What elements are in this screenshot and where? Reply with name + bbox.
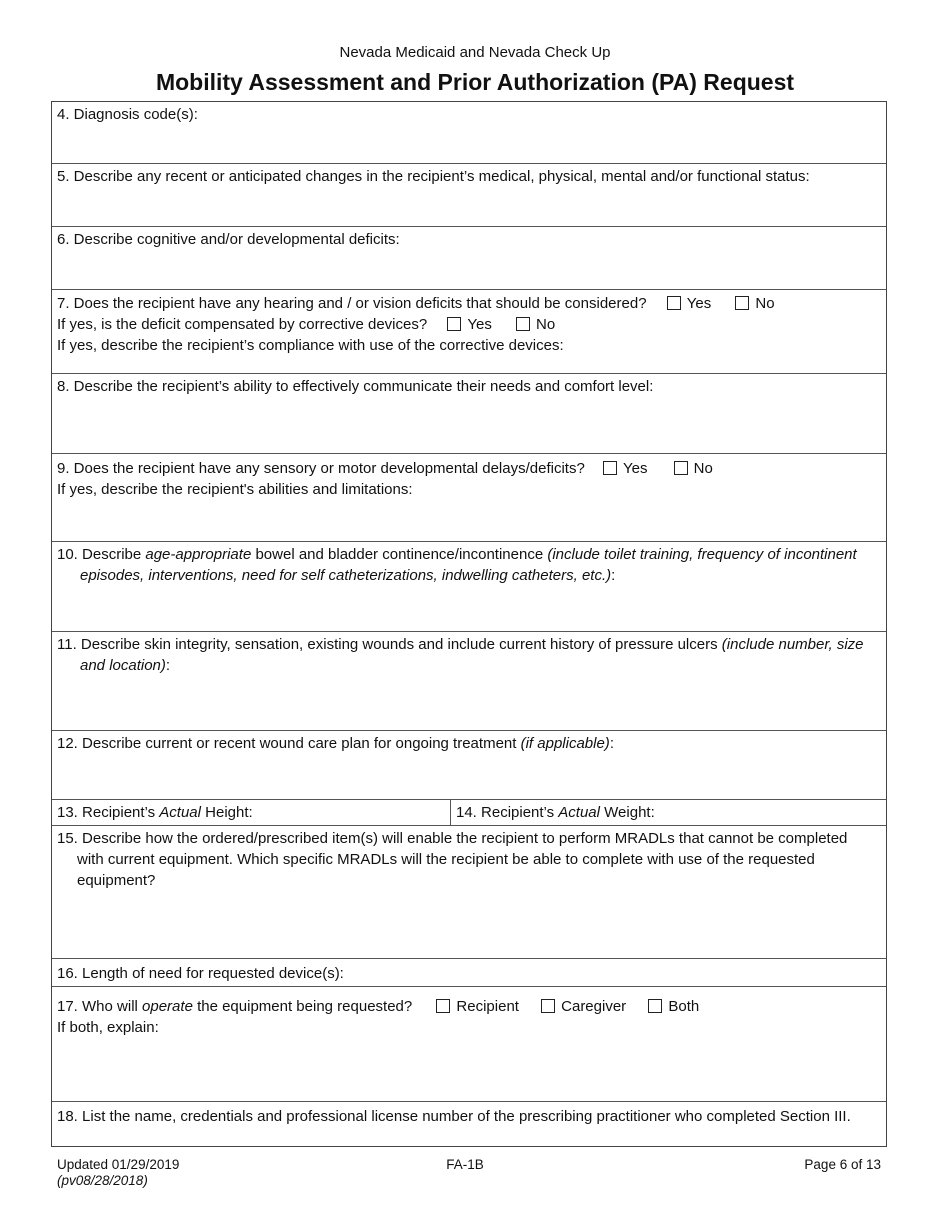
q5-status-changes-field[interactable] — [52, 164, 886, 227]
q7-yes-label: Yes — [686, 295, 712, 312]
q17-caregiver-label: Caregiver — [561, 998, 627, 1015]
q10-prefix: 10. Describe — [57, 546, 146, 563]
q11-skin-integrity-field[interactable] — [52, 632, 886, 731]
q10-mid: bowel and bladder continence/incontinence — [251, 546, 548, 563]
page-title: Mobility Assessment and Prior Authorization (PA) Request — [155, 69, 795, 95]
q17-emphasis: operate — [142, 998, 193, 1015]
footer-pv: (pv08/28/2018) — [57, 1173, 148, 1188]
q8-label: 8. Describe the recipient’s ability to effectively communicate their needs and comfort level: — [57, 378, 654, 395]
q12-text: 12. Describe current or recent wound care plan for ongoing treatment — [57, 735, 521, 752]
q12-wound-care-field[interactable] — [52, 731, 886, 800]
q7-corrective-yes-label: Yes — [467, 316, 492, 333]
agency-name: Nevada Medicaid and Nevada Check Up — [339, 44, 611, 61]
q13-suffix: Height: — [201, 804, 253, 821]
footer-form-id: FA-1B — [446, 1157, 484, 1172]
q13-prefix: 13. Recipient’s — [57, 804, 160, 821]
footer-page-number: Page 6 of 13 — [804, 1157, 881, 1172]
q7-no-label: No — [755, 295, 775, 312]
q17-recipient-label: Recipient — [456, 998, 519, 1015]
q10-paren: (include toilet training, frequency of incontinent episodes, interventions, need for self catheterizations, indwelling catheters, etc.) — [80, 546, 857, 584]
q17-suffix: the equipment being requested? — [192, 998, 413, 1015]
q7-yes-checkbox[interactable] — [667, 296, 681, 310]
q4-diagnosis-field[interactable] — [52, 102, 886, 164]
q9-no-label: No — [693, 460, 713, 477]
q9-abilities-field[interactable] — [57, 479, 886, 500]
q9-no-checkbox[interactable] — [674, 461, 688, 475]
q17-operator-field — [52, 987, 886, 1102]
q7-hearing-vision-field — [52, 290, 886, 374]
q7-label: 7. Does the recipient have any hearing and / or vision deficits that should be considered? — [57, 295, 647, 312]
q8-communication-field[interactable] — [52, 374, 886, 454]
q9-label: 9. Does the recipient have any sensory or motor developmental delays/deficits? — [57, 460, 585, 477]
q18-practitioner-field[interactable] — [52, 1102, 886, 1146]
q14-weight-field[interactable] — [451, 800, 886, 825]
q13-height-field[interactable] — [52, 800, 451, 825]
q14-prefix: 14. Recipient’s — [456, 804, 559, 821]
q10-emphasis: age-appropriate — [145, 546, 252, 563]
q17-both-label: Both — [668, 998, 700, 1015]
q10-suffix: : — [611, 567, 616, 584]
q15-mradl-field[interactable] — [52, 826, 886, 959]
q7-corrective-no-label: No — [536, 316, 556, 333]
q18-label: 18. List the name, credentials and professional license number of the prescribing practitioner who completed Section III. — [57, 1108, 851, 1125]
q17-recipient-checkbox[interactable] — [436, 999, 450, 1013]
q14-suffix: Weight: — [600, 804, 655, 821]
q9-sub-label: If yes, describe the recipient's abilities and limitations: — [57, 481, 413, 498]
q9-developmental-field — [52, 454, 886, 542]
q10-continence-field[interactable] — [52, 542, 886, 632]
q7-compliance-label: If yes, describe the recipient’s compliance with use of the corrective devices: — [57, 337, 564, 354]
footer-updated: Updated 01/29/2019 — [57, 1157, 180, 1172]
q17-sub-label: If both, explain: — [57, 1019, 159, 1036]
assessment-form — [51, 101, 887, 1147]
q5-label: 5. Describe any recent or anticipated changes in the recipient’s medical, physical, mental and/or functional status: — [57, 168, 810, 185]
q7-no-checkbox[interactable] — [735, 296, 749, 310]
q4-label: 4. Diagnosis code(s): — [57, 106, 198, 123]
q9-yes-label: Yes — [622, 460, 648, 477]
q17-caregiver-checkbox[interactable] — [541, 999, 555, 1013]
q11-suffix: : — [165, 657, 171, 674]
q17-both-checkbox[interactable] — [648, 999, 662, 1013]
q7-corrective-label: If yes, is the deficit compensated by corrective devices? — [57, 316, 428, 333]
q16-length-of-need-field[interactable] — [52, 959, 886, 987]
q7-compliance-field[interactable] — [57, 335, 886, 356]
q16-label: 16. Length of need for requested device(s): — [57, 965, 344, 982]
height-weight-row — [52, 800, 886, 826]
q7-corrective-yes-checkbox[interactable] — [447, 317, 461, 331]
q11-text: 11. Describe skin integrity, sensation, existing wounds and include current history of pressure ulcers — [57, 636, 722, 653]
q9-yes-checkbox[interactable] — [603, 461, 617, 475]
q6-cognitive-deficits-field[interactable] — [52, 227, 886, 290]
q12-paren: (if applicable) — [520, 735, 610, 752]
q15-label: 15. Describe how the ordered/prescribed item(s) will enable the recipient to perform MRADLs that cannot be completed with current equipment. Which specific MRADLs will the recipient be able to complete with use of the requested equipment? — [57, 830, 848, 889]
q7-corrective-no-checkbox[interactable] — [516, 317, 530, 331]
q12-suffix: : — [609, 735, 614, 752]
q11-paren: (include number, size and location) — [80, 636, 864, 674]
q17-prefix: 17. Who will — [57, 998, 143, 1015]
q6-label: 6. Describe cognitive and/or developmental deficits: — [57, 231, 400, 248]
q14-emphasis: Actual — [558, 804, 600, 821]
q17-explain-field[interactable] — [57, 1017, 886, 1038]
q13-emphasis: Actual — [159, 804, 201, 821]
